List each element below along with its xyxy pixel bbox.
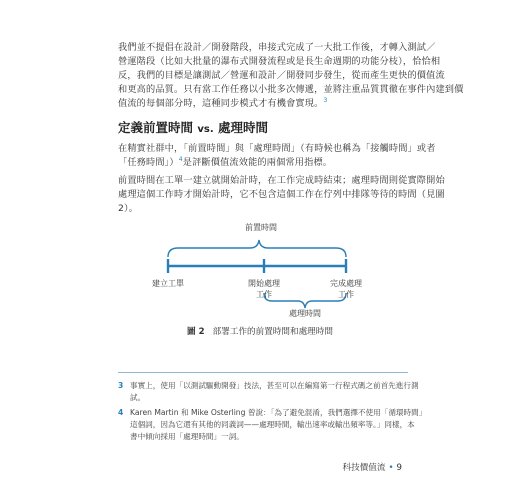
section-heading <box>118 118 268 136</box>
paragraph-two-line-end: 是評斷價值流效能的兩個常用指標。 <box>182 157 333 168</box>
footnote-number: 4 <box>118 408 124 417</box>
footnote-4 <box>118 407 427 443</box>
footnote-number: 3 <box>118 381 124 390</box>
footnote-ref-4[interactable]: 4 <box>178 155 183 163</box>
lead-time-label: 前置時間 <box>245 223 277 232</box>
page-footer <box>342 461 402 473</box>
complete-work-label-line: 工作 <box>338 290 354 299</box>
paragraph-three <box>118 174 445 216</box>
start-work-label-line: 開始處理 <box>248 279 280 288</box>
footnote-line: 試。 <box>130 393 146 402</box>
intro-line: 我們並不提倡在設計／開發階段，串接式完成了一大批工作後，才轉入測試／ <box>118 42 436 53</box>
footnote-line: 事實上，使用「以測試驅動開發」技法，甚至可以在編寫第一行程式碼之前首先進行測 <box>130 381 419 390</box>
start-work-label-line: 工作 <box>256 290 272 299</box>
intro-line-text: 值流的每個部分時，這種同步模式才有機會實現。 <box>118 98 324 109</box>
paragraph-three-line: 前置時間在工單一建立就開始計時，在工作完成時結束；處理時間則從實際開始 <box>118 175 445 186</box>
footer-separator-dot: • <box>388 463 394 473</box>
paragraph-two <box>118 142 436 170</box>
process-time-label: 處理時間 <box>289 309 321 318</box>
footer-section-title: 科技價值流 <box>342 463 386 473</box>
intro-paragraph <box>118 41 464 111</box>
lead-time-brace <box>168 240 346 257</box>
heading-vs: vs. <box>197 124 214 135</box>
paragraph-three-line: 處理這個工作時才開始計時，它不包含這個工作在佇列中排隊等待的時間（見圖 <box>118 189 445 200</box>
paragraph-two-line <box>118 156 404 170</box>
footnote-ref-3[interactable]: 3 <box>323 96 328 104</box>
footnote-divider <box>118 372 408 373</box>
figure-number: 圖 2 <box>187 327 205 337</box>
intro-line: 營運階段（比如大批量的瀑布式開發流程或是長生命週期的功能分枝），恰恰相 <box>118 56 441 67</box>
intro-line: 反，我們的目標是讓測試／營運和設計／開發同步發生，從而產生更快的價值流 <box>118 70 445 81</box>
create-ticket-label: 建立工單 <box>152 279 184 288</box>
heading-main: 定義前置時間 <box>118 120 194 135</box>
paragraph-two-line: 在精實社群中，「前置時間」與「處理時間」（有時候也稱為「接觸時間」或者 <box>118 143 436 154</box>
footnote-3 <box>118 380 419 404</box>
footnote-line: 這個詞，因為它還有其他的同義詞——處理時間，輸出速率或輸出頻率等。」同樣，本 <box>130 420 415 429</box>
intro-line <box>118 97 404 111</box>
paragraph-two-line-start: 「任務時間」） <box>118 157 179 168</box>
figure-caption-text: 部署工作的前置時間和處理時間 <box>212 327 333 337</box>
page-number: 9 <box>396 463 402 473</box>
heading-rest: 處理時間 <box>218 120 269 135</box>
complete-work-label-line: 完成處理 <box>330 279 362 288</box>
lead-process-time-diagram <box>130 215 390 325</box>
intro-line: 和更高的品質。只有當工作任務以小批多次傳遞，並將注重品質貫徹在事件內建到價 <box>118 84 464 95</box>
footnote-line: Karen Martin 和 Mike Osterling 曾說：「為了避免混淆，我們選擇不使用「循環時間」 <box>130 408 427 417</box>
complete-work-label <box>316 278 376 300</box>
paragraph-three-line: 2）。 <box>118 203 139 214</box>
figure-caption <box>0 325 520 337</box>
footnote-line: 書中傾向採用「處理時間」一詞。 <box>130 432 244 441</box>
start-work-label <box>234 278 294 300</box>
